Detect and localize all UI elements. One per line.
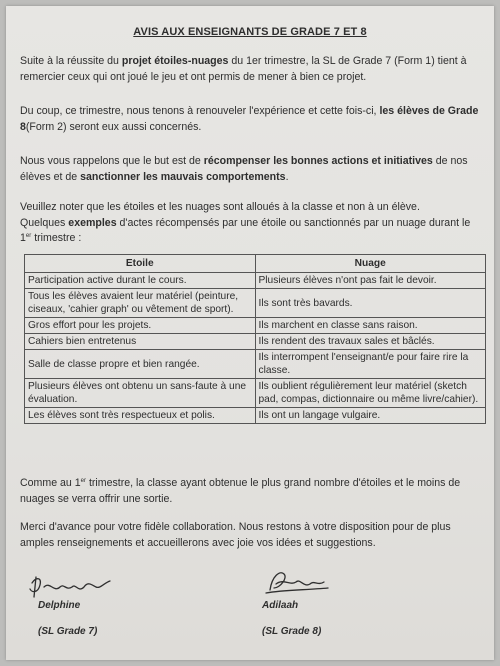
signatory-name: Adilaah	[262, 600, 299, 611]
grade-8-highlight: les élèves de Grade 8	[20, 105, 479, 133]
paragraph-renewal	[20, 104, 484, 135]
paragraph-reward-trip	[20, 476, 484, 507]
handwritten-signature-icon	[26, 571, 118, 601]
examples-table	[24, 254, 486, 424]
paragraph-thanks	[20, 54, 484, 85]
nuage-cell: Ils sont très bavards.	[255, 289, 486, 318]
etoile-cell: Gros effort pour les projets.	[25, 318, 256, 334]
table-row	[25, 379, 486, 408]
text: .	[285, 170, 289, 183]
column-header-etoile: Etoile	[25, 255, 256, 273]
nuage-cell: Ils oublient régulièrement leur matériel (sketch pad, compas, dictionnaire ou même livre/cahier).	[255, 379, 486, 408]
text: d'actes récompensés par une étoile ou sanctionnés par un nuage durant le 1	[20, 216, 471, 244]
text: de nos élèves et de	[20, 155, 468, 183]
etoile-cell: Salle de classe propre et bien rangée.	[25, 350, 256, 379]
notice-title: AVIS AUX ENSEIGNANTS DE GRADE 7 ET 8	[133, 26, 367, 38]
text: (Form 2) seront eux aussi concernés.	[25, 120, 202, 133]
etoile-cell: Tous les élèves avaient leur matériel (peinture, ciseaux, 'cahier graph' ou vêtement de sport).	[25, 289, 256, 318]
project-name: projet étoiles-nuages	[121, 55, 229, 67]
table-row	[25, 334, 486, 350]
ordinal-suffix: er	[25, 233, 32, 239]
table-header-row	[25, 255, 486, 273]
nuage-cell: Ils interrompent l'enseignant/e pour faire rire la classe.	[255, 350, 486, 379]
nuage-cell: Ils marchent en classe sans raison.	[255, 318, 486, 334]
nuage-cell: Ils ont un langage vulgaire.	[255, 408, 486, 424]
nuage-cell: Ils rendent des travaux sales et bâclés.	[255, 334, 486, 350]
etoile-cell: Les élèves sont très respectueux et polis.	[25, 408, 256, 424]
paragraph-closing: Merci d'avance pour votre fidèle collaboration. Nous restons à votre disposition pour de plus amples renseignements et accueillerons avec joie vos idées et suggestions.	[20, 521, 451, 549]
column-header-nuage: Nuage	[255, 255, 486, 273]
table-row	[25, 350, 486, 379]
text: trimestre :	[31, 232, 82, 244]
paragraph-goal	[20, 154, 484, 185]
text: trimestre, la classe ayant obtenue le plus grand nombre d'étoiles et le moins de nuages se verra offrir une sortie.	[20, 477, 461, 505]
etoile-cell: Plusieurs élèves ont obtenu un sans-faute à une évaluation.	[25, 379, 256, 408]
handwritten-signature-icon	[262, 566, 334, 598]
nuage-cell: Plusieurs élèves n'ont pas fait le devoir.	[255, 273, 486, 289]
text: Du coup, ce trimestre, nous tenons à renouveler l'expérience et cette fois-ci,	[20, 105, 380, 117]
table-row	[25, 318, 486, 334]
ordinal-suffix: er	[80, 478, 86, 484]
table-row	[25, 408, 486, 424]
text: Quelques	[20, 216, 69, 229]
signature-adilaah	[262, 566, 334, 598]
table-row	[25, 289, 486, 318]
signatory-role: (SL Grade 8)	[262, 626, 322, 637]
signatory-name: Delphine	[38, 600, 81, 611]
etoile-cell: Participation active durant le cours.	[25, 273, 256, 289]
paragraph-examples	[20, 200, 484, 247]
sanction-highlight: sanctionner les mauvais comportements	[80, 170, 286, 183]
reward-highlight: récompenser les bonnes actions et initiatives	[203, 155, 433, 167]
text: Nous vous rappelons que le but est de	[20, 155, 204, 167]
text: Suite à la réussite du	[20, 55, 122, 67]
etoile-cell: Cahiers bien entretenus	[25, 334, 256, 350]
text: Veuillez noter que les étoiles et les nuages sont alloués à la classe et non à un élève.	[20, 201, 420, 213]
text: Comme au 1	[20, 477, 81, 489]
table-row	[25, 273, 486, 289]
signatory-role: (SL Grade 7)	[38, 626, 98, 637]
examples-highlight: exemples	[68, 216, 117, 229]
signature-delphine	[26, 571, 118, 601]
notice-page	[6, 6, 494, 660]
text: du 1er trimestre, la SL de Grade 7 (Form 1) tient à remercier ceux qui ont joué le jeu et ont permis de mener à bien ce projet.	[20, 55, 467, 83]
